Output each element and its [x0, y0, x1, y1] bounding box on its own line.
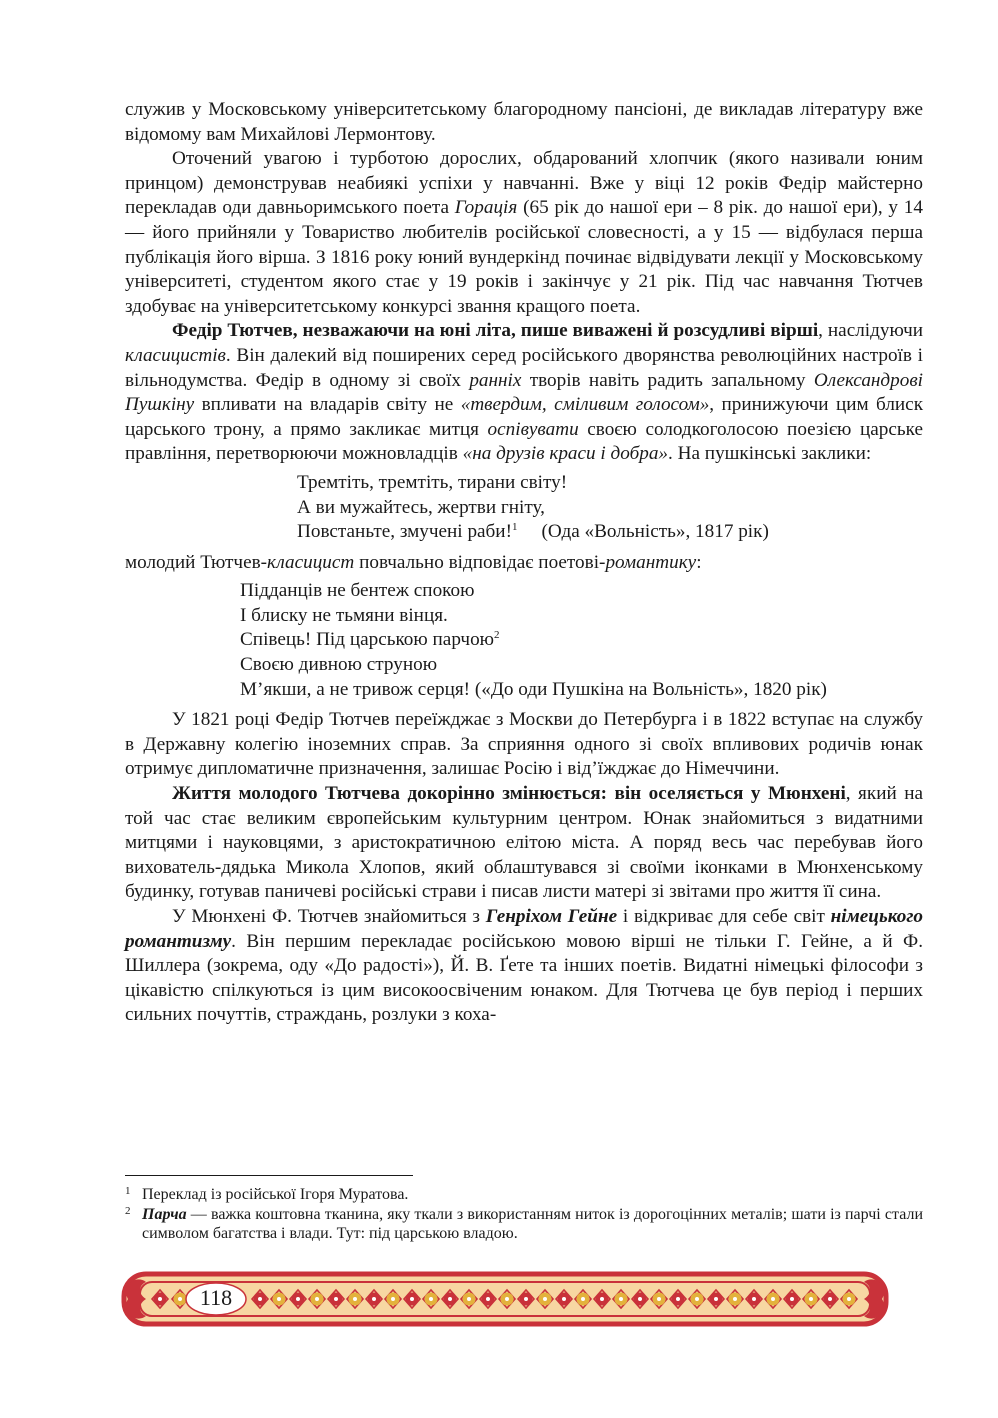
- bold-emphasis-text: Генріхом Гейне: [485, 906, 618, 927]
- footnote-mark: 1: [125, 1185, 131, 1197]
- emphasis-text: Горація: [454, 197, 518, 219]
- text: , принижуючи цим блиск царського трону, а прямо закликає митця: [125, 394, 924, 440]
- paragraph: [125, 98, 923, 147]
- paragraph: [125, 905, 923, 1028]
- poem-line: М’якши, а не тривож серця! («До оди Пушкіна на Вольність», 1820 рік): [240, 678, 827, 700]
- text: і відкриває для себе світ: [617, 906, 831, 927]
- text: служив у Московському університетському благородному пансіоні, де викладав літературу вже відомому вам Михайлові Лермонтову.: [125, 99, 923, 145]
- text: Оточений увагою і турботою дорослих, обдарований хлопчик (якого називали юним принцом) демонстрував неабиякі успіхи у навчанні. Вже у віці 12 років Федір майстерно перекладав оди давньоримського поета: [125, 148, 923, 219]
- text: , наслідуючи: [818, 320, 923, 342]
- emphasis-text: Олександрові Пушкіну: [125, 369, 923, 416]
- poem-line: [297, 520, 923, 545]
- poem-quote: [125, 579, 923, 702]
- poem-line: А ви мужайтесь, жертви гніту,: [297, 496, 545, 518]
- poem-line: [240, 628, 923, 653]
- poem-line: Тремтіть, тремтіть, тирани світу!: [297, 471, 568, 493]
- text: своєю солодкоголосою поезією царське правління, перетворюючи можновладців: [125, 418, 923, 465]
- emphasis-text: «на друзів краси і добра»: [462, 443, 669, 465]
- poem-line-text: Співець! Під царською парчою: [240, 629, 495, 651]
- text: (65 рік до нашої ери – 8 рік. до нашої ери), у 14 — його прийняли у Товариство любителів російської словесності, а у 15 — відбулася перша публікація його вірша. З 1816 року юний вундеркінд починає відвідувати лекції у Московському університеті, студентом якого стає у 19 років і закінчує у 21 рік. Під час навчання Тютчев здобуває на університетському конкурсі звання кращого поета.: [125, 197, 923, 317]
- text: У Мюнхені Ф. Тютчев знайомиться з: [172, 906, 486, 927]
- text: . Він першим перекладає російською мовою вірші не тільки Г. Гейне, а й Ф. Шиллера (зокрема, оду «До радості»), Й. В. Ґете та інших поетів. Видатні німецькі філософи з цікавістю спілкуються із цим високоосвіченим юнаком. Для Тютчева це був період і перших сильних почуттів, страждань, розлуки з коха-: [125, 930, 923, 1026]
- ornament-motifs: [152, 1290, 857, 1308]
- footnote-mark: 2: [125, 1204, 131, 1217]
- footnote-text: Переклад із російської Ігоря Муратова.: [142, 1186, 409, 1203]
- text: впливати на владарів світу не: [194, 394, 461, 416]
- text: У 1821 році Федір Тютчев переїжджає з Москви до Петербурга і в 1822 вступає на службу в Державну колегію іноземних справ. За сприяння одного зі своїх впливових родичів юнак отримує дипломатичне призначення, залишає Росію і від’їжджає до Німеччини.: [125, 709, 923, 780]
- poem-line: Підданців не бентеж спокою: [240, 580, 475, 602]
- text: . На пушкінські заклики:: [668, 443, 872, 465]
- emphasis-text: романтику: [605, 551, 697, 573]
- text: . Він далекий від поширених серед російського дворянства революційних настроїв і вільнодумства. Федір в одному зі своїх: [125, 344, 923, 391]
- text: творів навіть радить запальному: [521, 369, 814, 391]
- paragraph: [125, 147, 923, 319]
- footnote-term: Парча: [142, 1205, 187, 1223]
- footnote-ref[interactable]: 1: [511, 521, 518, 534]
- poem-line: І блиску не тьмяни вінця.: [240, 604, 448, 626]
- bold-text: Федір Тютчев, незважаючи на юні літа, пише виважені й розсудливі вірші: [172, 320, 819, 342]
- footnote-divider: [125, 1175, 413, 1176]
- text: , який на той час стає великим європейським культурним центром. Юнак знайомиться з видатними митцями і науковцями, з аристократичною елітою міста. А поряд весь час перебував його вихователь-дядька Микола Хлопов, який облаштувався зі своїми іконками в Мюнхенському будинку, готував паничеві російські страви і писав листи матері зі звітами про життя її сина.: [125, 783, 923, 903]
- page-number: 118: [199, 1285, 233, 1310]
- text: :: [696, 551, 702, 573]
- paragraph: [125, 551, 923, 576]
- footnote-1: [125, 1185, 923, 1205]
- poem-source: (Ода «Вольність», 1817 рік): [541, 521, 769, 543]
- page-body: [125, 98, 923, 1028]
- footnote-2: [125, 1205, 923, 1244]
- footnotes: [125, 1185, 923, 1244]
- bold-text: Життя молодого Тютчева докорінно змінюється: він оселяється у Мюнхені: [172, 783, 846, 805]
- poem-quote: [125, 471, 923, 545]
- paragraph: [125, 782, 923, 905]
- paragraph: [125, 708, 923, 782]
- emphasis-text: класицист: [267, 551, 355, 573]
- poem-line-text: Повстаньте, змучені раби!: [297, 521, 512, 543]
- emphasis-text: ранніх: [469, 369, 522, 391]
- text: молодий Тютчев-: [125, 551, 268, 573]
- footnote-text: — важка коштовна тканина, яку ткали з використанням ниток із дорогоцінних металів; шати із парчі стали символом багатства і влади. Тут: під царською владою.: [142, 1205, 923, 1242]
- emphasis-text: «твердим, сміливим голосом»: [460, 394, 710, 416]
- text: повчально відповідає поетові-: [354, 551, 606, 573]
- footnote-ref[interactable]: 2: [494, 629, 500, 642]
- paragraph: [125, 319, 923, 467]
- poem-line: Своєю дивною струною: [240, 654, 438, 676]
- emphasis-text: класицистів: [125, 344, 226, 366]
- bold-emphasis-text: німецького романтизму: [125, 906, 923, 952]
- emphasis-text: оспівувати: [487, 418, 579, 440]
